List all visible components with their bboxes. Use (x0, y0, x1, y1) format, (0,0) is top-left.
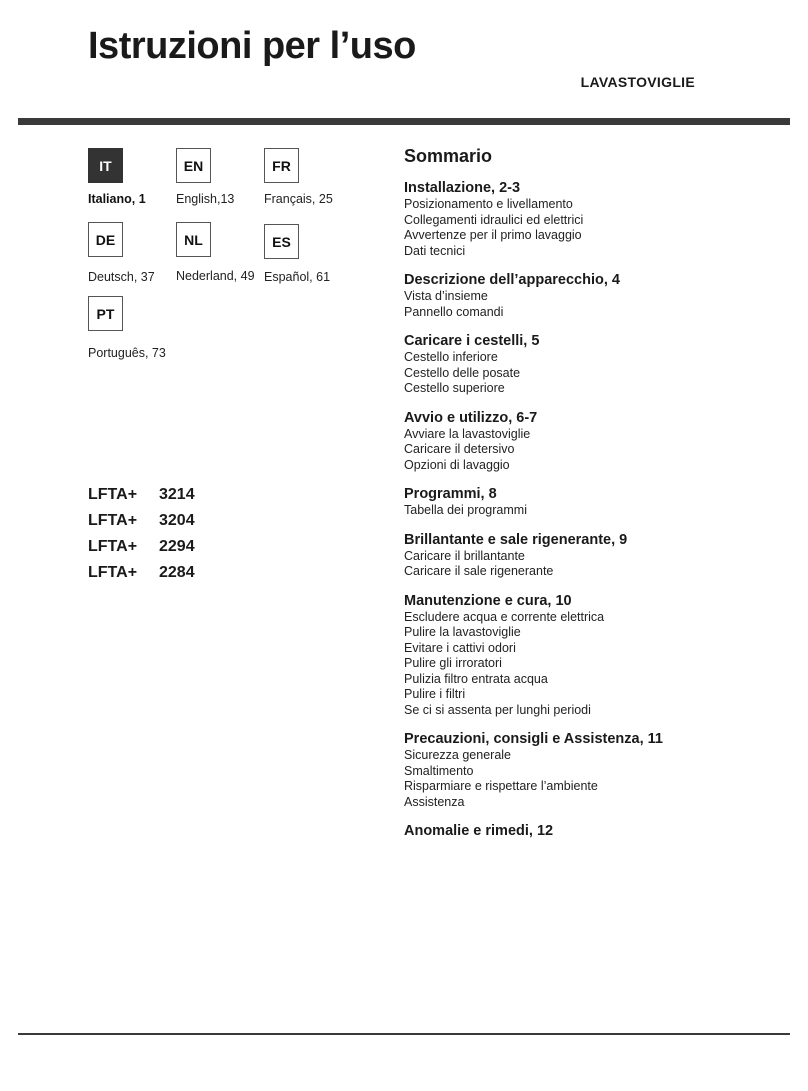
toc-section-title[interactable]: Avvio e utilizzo, 6-7 (404, 409, 538, 426)
model-item (88, 508, 195, 534)
model-number: 2294 (159, 538, 195, 555)
model-item (88, 560, 195, 586)
lang-label-en[interactable]: English,13 (176, 192, 235, 206)
model-prefix: LFTA+ (88, 538, 138, 555)
toc-item[interactable]: Cestello delle posate (404, 365, 521, 380)
model-item (88, 482, 195, 508)
toc-section-manutenzione (404, 592, 794, 719)
toc-item[interactable]: Assistenza (404, 794, 465, 809)
toc-section-title[interactable]: Manutenzione e cura, 10 (404, 592, 572, 609)
toc-item[interactable]: Collegamenti idraulici ed elettrici (404, 212, 584, 227)
toc-item[interactable]: Risparmiare e rispettare l’ambiente (404, 779, 598, 793)
toc-section-title[interactable]: Brillantante e sale rigenerante, 9 (404, 531, 628, 548)
lang-box-en[interactable]: EN (176, 148, 211, 183)
toc-section-title[interactable]: Anomalie e rimedi, 12 (404, 823, 554, 839)
model-number: 3214 (159, 486, 195, 503)
lang-box-fr[interactable]: FR (264, 148, 299, 183)
toc-section-installazione (404, 179, 794, 259)
toc-section-programmi (404, 485, 794, 519)
toc-item[interactable]: Pulire gli irroratori (404, 656, 502, 670)
toc-item[interactable]: Cestello inferiore (404, 350, 498, 364)
model-item (88, 534, 195, 560)
toc-item[interactable]: Opzioni di lavaggio (404, 457, 510, 472)
toc-heading: Sommario (404, 146, 493, 166)
toc-item[interactable]: Dati tecnici (404, 243, 466, 258)
lang-label-de[interactable]: Deutsch, 37 (88, 270, 155, 284)
toc-section-title[interactable]: Precauzioni, consigli e Assistenza, 11 (404, 731, 663, 747)
toc-section-descrizione (404, 271, 794, 320)
toc-item[interactable]: Avviare la lavastoviglie (404, 426, 531, 441)
toc-section-title[interactable]: Programmi, 8 (404, 486, 497, 502)
toc-section-title[interactable]: Descrizione dell’apparecchio, 4 (404, 272, 620, 288)
lang-box-es[interactable]: ES (264, 224, 299, 259)
toc-item[interactable]: Smaltimento (404, 763, 474, 778)
toc-item[interactable]: Evitare i cattivi odori (404, 640, 516, 655)
toc-section-anomalie (404, 822, 794, 840)
toc-item[interactable]: Posizionamento e livellamento (404, 197, 573, 211)
toc-section-precauzioni (404, 730, 794, 810)
model-prefix: LFTA+ (88, 512, 138, 529)
toc-item[interactable]: Se ci si assenta per lunghi periodi (404, 702, 591, 717)
toc-item[interactable]: Escludere acqua e corrente elettrica (404, 609, 605, 624)
model-list (88, 482, 195, 586)
toc-section-brillantante (404, 531, 794, 580)
toc-section-avvio (404, 409, 794, 474)
model-prefix: LFTA+ (88, 486, 138, 503)
toc-item[interactable]: Pulizia filtro entrata acqua (404, 671, 548, 686)
lang-label-es[interactable]: Español, 61 (264, 270, 331, 284)
toc-item[interactable]: Pannello comandi (404, 304, 504, 319)
table-of-contents (404, 145, 794, 852)
lang-label-fr[interactable]: Français, 25 (264, 192, 333, 206)
toc-section-title[interactable]: Caricare i cestelli, 5 (404, 333, 540, 349)
toc-section-title[interactable]: Installazione, 2-3 (404, 180, 521, 196)
lang-box-pt[interactable]: PT (88, 296, 123, 331)
toc-item[interactable]: Caricare il sale rigenerante (404, 564, 554, 578)
lang-label-nl[interactable]: Nederland, 49 (176, 269, 255, 283)
lang-box-de[interactable]: DE (88, 222, 123, 257)
top-divider (18, 118, 790, 125)
model-number: 2284 (159, 564, 195, 581)
toc-item[interactable]: Sicurezza generale (404, 748, 512, 762)
toc-item[interactable]: Caricare il brillantante (404, 548, 525, 563)
toc-item[interactable]: Vista d’insieme (404, 289, 488, 303)
product-category: LAVASTOVIGLIE (580, 74, 695, 90)
toc-item[interactable]: Pulire la lavastoviglie (404, 625, 521, 639)
toc-item[interactable]: Pulire i filtri (404, 687, 466, 701)
lang-box-nl[interactable]: NL (176, 222, 211, 257)
toc-item[interactable]: Avvertenze per il primo lavaggio (404, 228, 582, 242)
toc-section-cestelli (404, 332, 794, 397)
model-prefix: LFTA+ (88, 564, 138, 581)
lang-label-pt[interactable]: Português, 73 (88, 346, 166, 360)
page-title: Istruzioni per l’uso (88, 25, 416, 67)
toc-item[interactable]: Caricare il detersivo (404, 442, 515, 456)
lang-label-it[interactable]: Italiano, 1 (88, 192, 146, 206)
bottom-divider (18, 1033, 790, 1035)
toc-item[interactable]: Tabella dei programmi (404, 503, 527, 517)
toc-item[interactable]: Cestello superiore (404, 381, 505, 395)
model-number: 3204 (159, 512, 195, 529)
lang-box-it[interactable]: IT (88, 148, 123, 183)
